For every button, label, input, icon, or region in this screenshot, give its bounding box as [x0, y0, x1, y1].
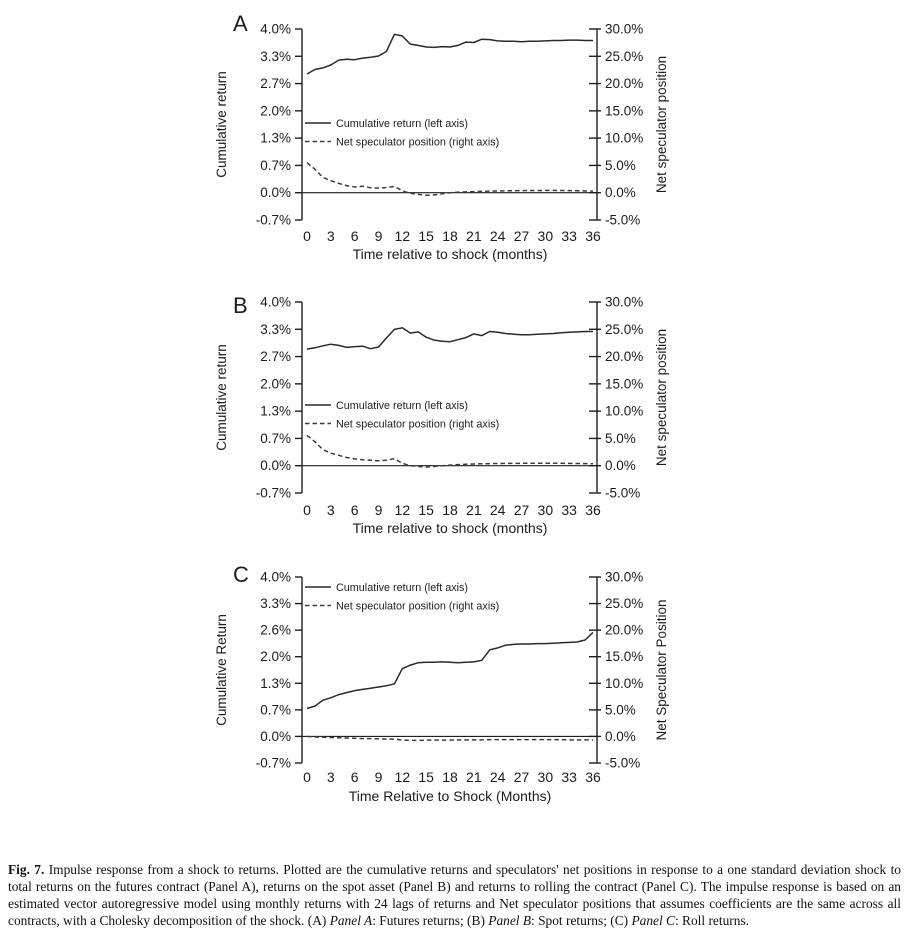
left-tick-label: 0.7% [260, 430, 291, 446]
right-tick-label: 5.0% [605, 702, 636, 718]
x-tick-label: 21 [466, 769, 482, 785]
x-tick-label: 33 [561, 769, 577, 785]
x-tick-label: 18 [442, 502, 458, 518]
series-cumulative-return [307, 328, 593, 349]
x-tick-label: 3 [326, 228, 335, 244]
caption-run: Panel A [329, 912, 373, 928]
series-cumulative-return [307, 632, 593, 708]
right-tick-label: 10.0% [605, 130, 644, 146]
x-tick-label: 36 [585, 769, 601, 785]
panel-letter: B [233, 293, 248, 318]
x-tick-label: 36 [585, 228, 601, 244]
right-tick-label: -5.0% [605, 755, 641, 771]
left-tick-label: 2.6% [260, 622, 291, 638]
caption-run: Panel B [488, 912, 532, 928]
right-tick-label: 20.0% [605, 76, 644, 92]
right-tick-label: 15.0% [605, 376, 644, 392]
x-tick-label: 27 [513, 228, 530, 244]
right-tick-label: 10.0% [605, 403, 644, 419]
x-tick-label: 0 [303, 228, 311, 244]
right-tick-label: 15.0% [605, 649, 644, 665]
left-tick-label: -0.7% [255, 755, 291, 771]
x-tick-label: 0 [303, 502, 311, 518]
x-tick-label: 36 [585, 502, 601, 518]
x-tick-label: 30 [537, 769, 554, 785]
right-tick-label: 15.0% [605, 103, 644, 119]
x-tick-label: 18 [442, 228, 458, 244]
x-tick-label: 33 [561, 228, 577, 244]
left-tick-label: 4.0% [260, 569, 291, 585]
right-axis-title: Net Speculator Position [654, 599, 669, 741]
right-tick-label: -5.0% [605, 485, 641, 501]
x-tick-label: 33 [561, 502, 577, 518]
left-tick-label: 3.3% [260, 48, 291, 64]
left-axis-title: Cumulative return [214, 71, 229, 178]
left-tick-label: -0.7% [255, 485, 291, 501]
legend-label: Net speculator position (right axis) [336, 418, 500, 431]
series-cumulative-return [307, 34, 593, 74]
legend-label: Net speculator position (right axis) [336, 136, 500, 149]
caption-run: : Roll returns. [674, 912, 749, 928]
left-tick-label: 2.7% [260, 76, 291, 92]
legend-label: Cumulative return (left axis) [336, 117, 469, 130]
x-tick-label: 0 [303, 769, 311, 785]
right-tick-label: 25.0% [605, 48, 644, 64]
left-tick-label: 2.7% [260, 349, 291, 365]
left-tick-label: 1.3% [260, 130, 291, 146]
left-tick-label: 1.3% [260, 403, 291, 419]
left-tick-label: 0.0% [260, 458, 291, 474]
left-tick-label: 1.3% [260, 675, 291, 691]
x-tick-label: 30 [537, 228, 554, 244]
right-tick-label: 30.0% [605, 569, 644, 585]
left-tick-label: 4.0% [260, 21, 291, 37]
series-net-speculator-position [307, 737, 593, 741]
left-tick-label: 0.7% [260, 157, 291, 173]
legend-label: Net speculator position (right axis) [336, 600, 500, 613]
left-tick-label: 2.0% [260, 376, 291, 392]
left-tick-label: 0.7% [260, 702, 291, 718]
x-tick-label: 27 [513, 769, 530, 785]
left-tick-label: 0.0% [260, 728, 291, 744]
x-tick-label: 3 [326, 769, 335, 785]
panel-letter: A [233, 11, 248, 36]
x-axis-title: Time relative to shock (months) [352, 246, 548, 262]
x-tick-label: 6 [350, 228, 359, 244]
series-net-speculator-position [307, 435, 593, 467]
x-tick-label: 12 [394, 502, 411, 518]
legend-label: Cumulative return (left axis) [336, 399, 469, 412]
left-tick-label: 4.0% [260, 294, 291, 310]
legend-label: Cumulative return (left axis) [336, 581, 469, 594]
right-tick-label: 30.0% [605, 21, 644, 37]
x-tick-label: 9 [374, 228, 383, 244]
x-tick-label: 9 [374, 769, 383, 785]
x-tick-label: 15 [418, 502, 434, 518]
x-tick-label: 15 [418, 228, 434, 244]
series-net-speculator-position [307, 163, 593, 196]
x-axis-title: Time Relative to Shock (Months) [348, 788, 552, 804]
right-tick-label: 20.0% [605, 622, 644, 638]
right-tick-label: 5.0% [605, 430, 636, 446]
x-tick-label: 21 [466, 502, 482, 518]
right-tick-label: 0.0% [605, 185, 636, 201]
left-tick-label: 3.3% [260, 596, 291, 612]
caption-run: Panel C [631, 912, 675, 928]
right-tick-label: 0.0% [605, 728, 636, 744]
left-tick-label: 2.0% [260, 103, 291, 119]
x-tick-label: 3 [326, 502, 335, 518]
x-tick-label: 6 [350, 502, 359, 518]
x-tick-label: 24 [489, 228, 506, 244]
right-axis-title: Net speculator position [654, 55, 669, 194]
x-tick-label: 12 [394, 228, 411, 244]
right-tick-label: 30.0% [605, 294, 644, 310]
x-axis-title: Time relative to shock (months) [352, 520, 548, 536]
x-tick-label: 24 [489, 769, 506, 785]
x-tick-label: 12 [394, 769, 411, 785]
panel-letter: C [233, 562, 249, 587]
x-tick-label: 21 [466, 228, 482, 244]
panel-b-chart [210, 272, 705, 540]
left-tick-label: 2.0% [260, 649, 291, 665]
left-tick-label: 3.3% [260, 321, 291, 337]
caption-run: Fig. 7. [8, 862, 45, 878]
right-tick-label: 5.0% [605, 157, 636, 173]
x-tick-label: 15 [418, 769, 434, 785]
right-tick-label: 20.0% [605, 349, 644, 365]
figure-caption [8, 862, 901, 929]
left-axis-title: Cumulative return [214, 344, 229, 451]
panel-c-chart [210, 545, 705, 820]
right-tick-label: 25.0% [605, 596, 644, 612]
caption-run: : Spot returns; (C) [531, 912, 632, 928]
panel-a-chart [210, 0, 705, 268]
caption-run: Impulse response from a shock to returns. Plotted are the cumulative returns and speculators' net positions in response to a one standard deviation shock to total returns on the futures contract (Panel A), returns on the spot asset (Panel B) and returns to rolling the contract (Panel C). The impulse response is based on an estimated vector autoregressive model using monthly returns with 24 lags of returns and Net speculator positions that assumes coefficients are the same across all contracts, with a Cholesky decomposition of the shock. (A) [8, 862, 901, 928]
right-axis-title: Net speculator position [654, 328, 669, 467]
x-tick-label: 6 [350, 769, 359, 785]
x-tick-label: 27 [513, 502, 530, 518]
x-tick-label: 18 [442, 769, 458, 785]
right-tick-label: 0.0% [605, 458, 636, 474]
x-tick-label: 30 [537, 502, 554, 518]
right-tick-label: -5.0% [605, 212, 641, 228]
left-tick-label: 0.0% [260, 185, 291, 201]
x-tick-label: 9 [374, 502, 383, 518]
right-tick-label: 25.0% [605, 321, 644, 337]
right-tick-label: 10.0% [605, 675, 644, 691]
caption-run: : Futures returns; (B) [372, 912, 489, 928]
x-tick-label: 24 [489, 502, 506, 518]
left-tick-label: -0.7% [255, 212, 291, 228]
left-axis-title: Cumulative Return [214, 614, 229, 726]
